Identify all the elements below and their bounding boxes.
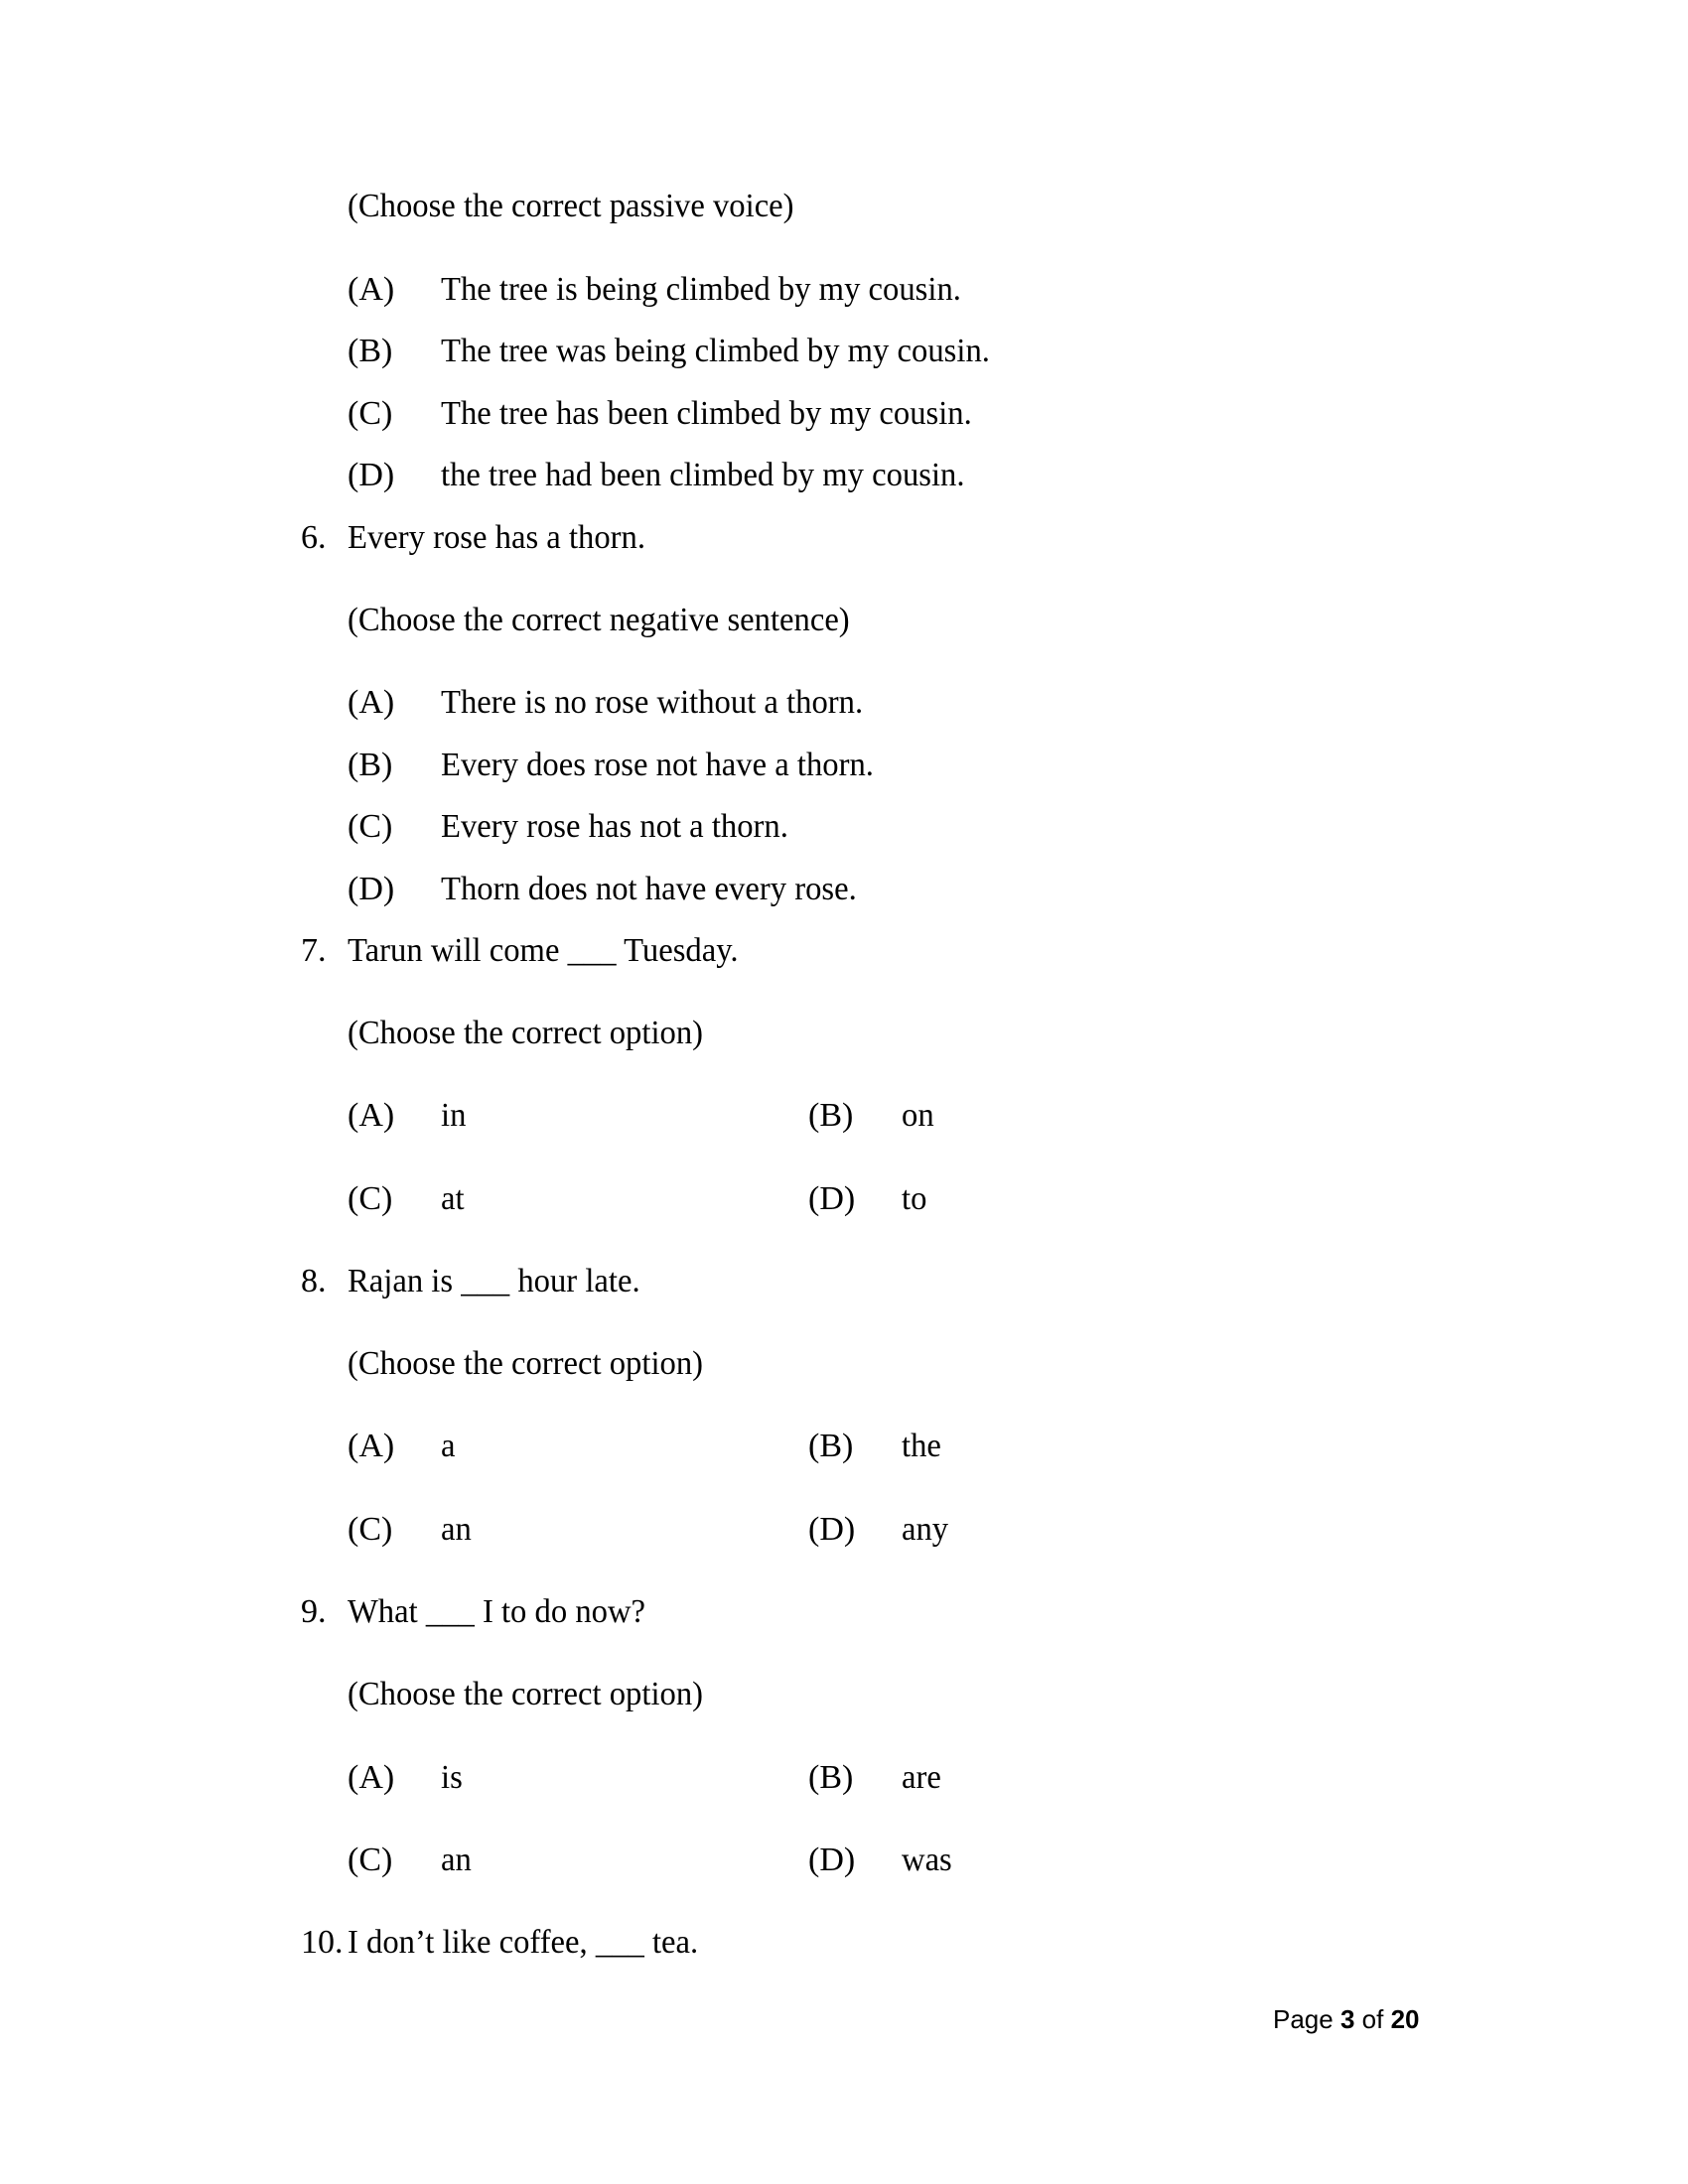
option-text: a — [441, 1428, 456, 1464]
option-label: (D) — [348, 457, 395, 493]
option-text: The tree was being climbed by my cousin. — [441, 333, 990, 369]
option-text: the tree had been climbed by my cousin. — [441, 457, 965, 493]
option-text: an — [441, 1511, 472, 1548]
question-stem: Every rose has a thorn. — [348, 519, 646, 556]
question-instruction: (Choose the correct option) — [348, 1676, 704, 1712]
option-label: (B) — [348, 333, 393, 369]
option-label: (B) — [808, 1759, 854, 1796]
option-label: (D) — [348, 871, 395, 907]
option-text: at — [441, 1180, 465, 1217]
option-label: (A) — [348, 1759, 395, 1796]
question-stem: What ___ I to do now? — [348, 1593, 646, 1630]
question-number: 10. — [301, 1924, 344, 1961]
option-label: (A) — [348, 271, 395, 308]
question-stem: Rajan is ___ hour late. — [348, 1263, 640, 1299]
footer-prefix: Page — [1273, 2004, 1334, 2034]
option-label: (C) — [348, 1180, 393, 1217]
option-text: in — [441, 1097, 467, 1134]
option-text: The tree is being climbed by my cousin. — [441, 271, 961, 308]
option-text: Every rose has not a thorn. — [441, 808, 788, 845]
option-label: (C) — [348, 395, 393, 432]
option-label: (C) — [348, 808, 393, 845]
option-text: Thorn does not have every rose. — [441, 871, 857, 907]
option-label: (D) — [808, 1511, 856, 1548]
footer-of: of — [1361, 2004, 1384, 2034]
page-number-footer — [1273, 2003, 1420, 2035]
question-instruction: (Choose the correct passive voice) — [348, 188, 794, 224]
option-text: is — [441, 1759, 463, 1796]
option-text: to — [902, 1180, 927, 1217]
current-page: 3 — [1339, 2004, 1355, 2034]
option-label: (B) — [808, 1428, 854, 1464]
question-number: 8. — [301, 1263, 327, 1299]
option-label: (B) — [808, 1097, 854, 1134]
option-text: There is no rose without a thorn. — [441, 684, 864, 721]
option-label: (A) — [348, 684, 395, 721]
option-label: (C) — [348, 1842, 393, 1878]
total-pages: 20 — [1390, 2004, 1420, 2034]
option-label: (A) — [348, 1428, 395, 1464]
question-number: 6. — [301, 519, 327, 556]
question-stem: Tarun will come ___ Tuesday. — [348, 932, 739, 969]
question-number: 7. — [301, 932, 327, 969]
option-text: are — [902, 1759, 941, 1796]
option-label: (A) — [348, 1097, 395, 1134]
question-instruction: (Choose the correct option) — [348, 1015, 704, 1051]
question-instruction: (Choose the correct option) — [348, 1345, 704, 1382]
question-number: 9. — [301, 1593, 327, 1630]
option-text: The tree has been climbed by my cousin. — [441, 395, 972, 432]
question-stem: I don’t like coffee, ___ tea. — [348, 1924, 699, 1961]
option-text: Every does rose not have a thorn. — [441, 747, 874, 783]
option-text: an — [441, 1842, 472, 1878]
question-instruction: (Choose the correct negative sentence) — [348, 602, 850, 638]
option-text: on — [902, 1097, 934, 1134]
option-label: (C) — [348, 1511, 393, 1548]
option-label: (D) — [808, 1842, 856, 1878]
option-label: (B) — [348, 747, 393, 783]
option-label: (D) — [808, 1180, 856, 1217]
option-text: the — [902, 1428, 941, 1464]
option-text: any — [902, 1511, 949, 1548]
option-text: was — [902, 1842, 952, 1878]
